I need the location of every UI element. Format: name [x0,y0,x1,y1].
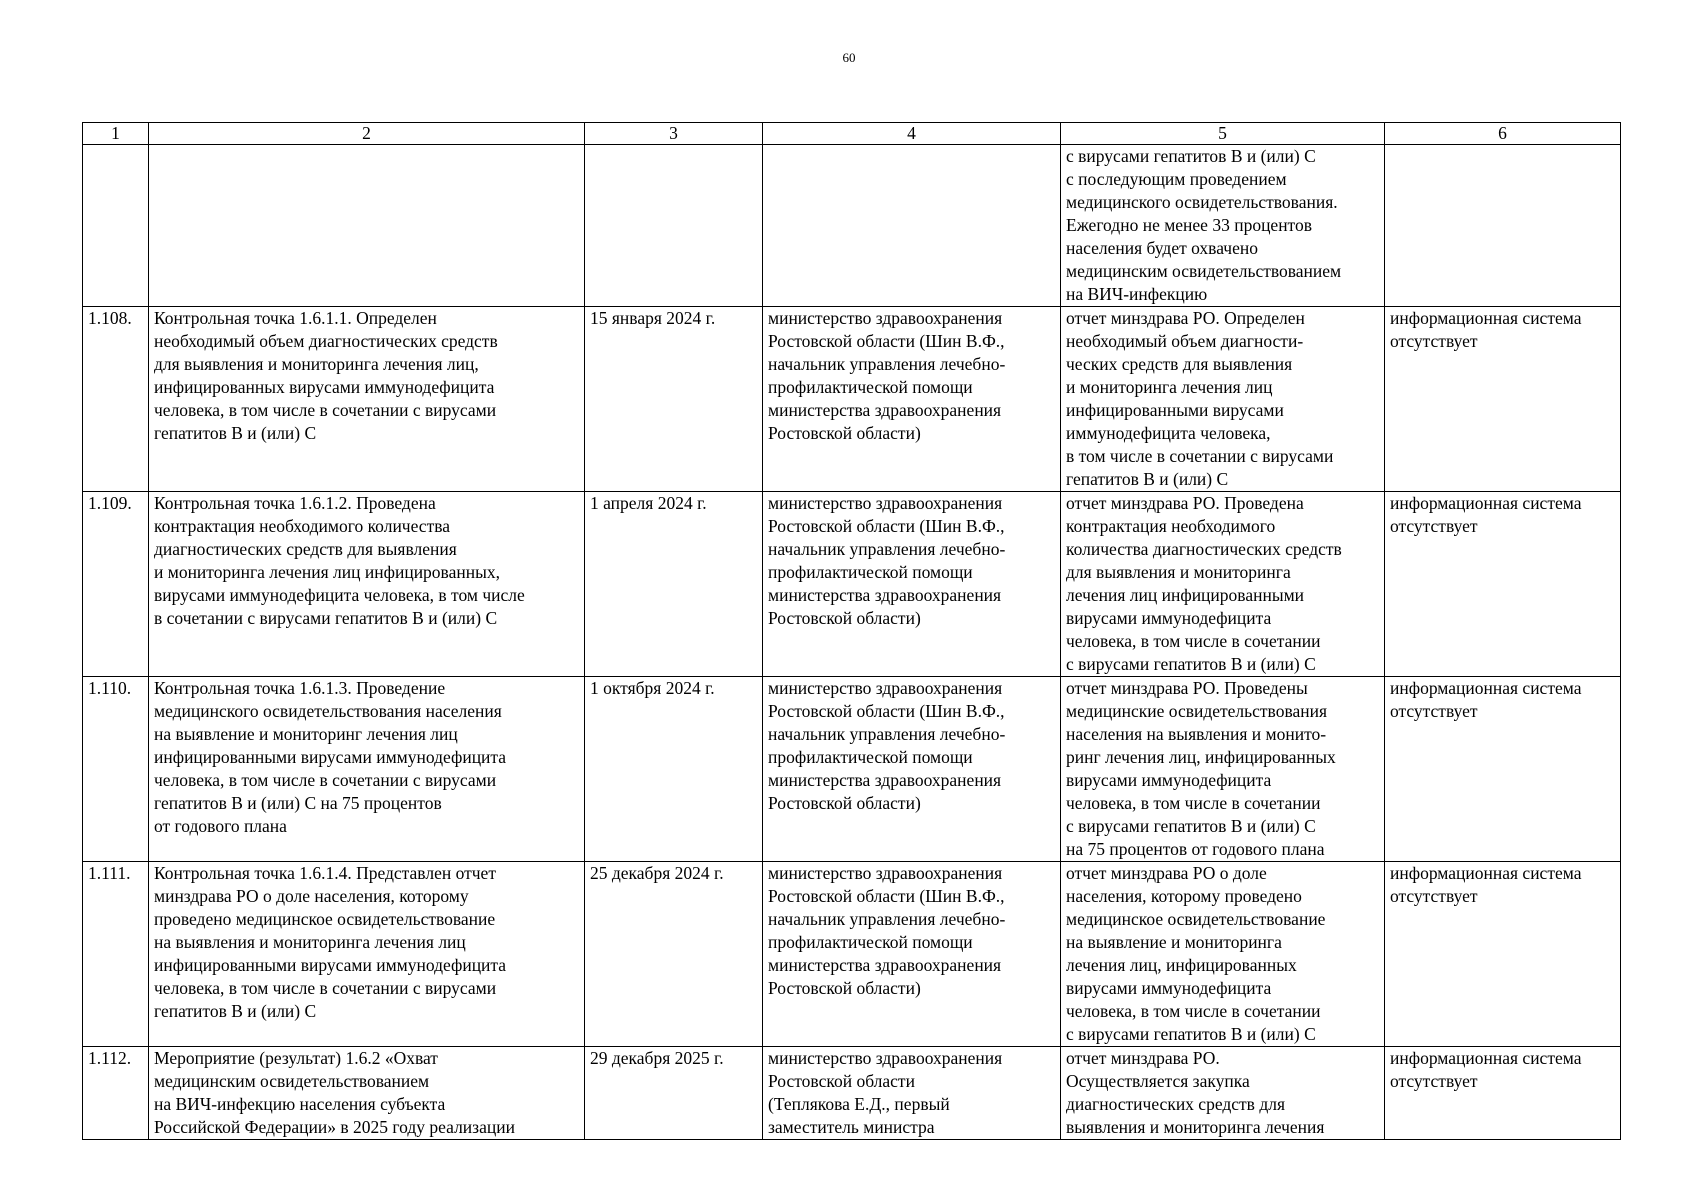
date-cell: 1 апреля 2024 г. [585,492,763,677]
column-header-5: 5 [1061,123,1385,145]
result-cell: отчет минздрава РО о доле населения, которому проведено медицинское освидетельствование на выявление и мониторинга лечения лиц, инфицированных вирусами иммунодефицита человека, в том числе в сочетании с вирусами гепатитов В и (или) С [1061,862,1385,1047]
table-row [83,677,1621,862]
system-cell: информационная система отсутствует [1385,1047,1621,1140]
system-cell: информационная система отсутствует [1385,862,1621,1047]
table-row [83,862,1621,1047]
row-number: 1.110. [83,677,149,862]
row-number: 1.108. [83,307,149,492]
row-number [83,145,149,307]
responsible-cell: министерство здравоохранения Ростовской области (Теплякова Е.Д., первый заместитель министра [763,1047,1061,1140]
result-cell: отчет минздрава РО. Определен необходимый объем диагности- ческих средств для выявления и мониторинга лечения лиц инфицированными вирусами иммунодефицита человека, в том числе в сочетании с вирусами гепатитов В и (или) С [1061,307,1385,492]
date-cell: 29 декабря 2025 г. [585,1047,763,1140]
date-cell: 25 декабря 2024 г. [585,862,763,1047]
header-row [83,123,1621,145]
table-row [83,145,1621,307]
responsible-cell [763,145,1061,307]
date-cell [585,145,763,307]
event-cell: Контрольная точка 1.6.1.2. Проведена контрактация необходимого количества диагностических средств для выявления и мониторинга лечения лиц инфицированных, вирусами иммунодефицита человека, в том числе в сочетании с вирусами гепатитов В и (или) С [149,492,585,677]
column-header-1: 1 [83,123,149,145]
result-cell: отчет минздрава РО. Проведены медицинские освидетельствования населения на выявления и монито- ринг лечения лиц, инфицированных вирусами иммунодефицита человека, в том числе в сочетании с вирусами гепатитов В и (или) С на 75 процентов от годового плана [1061,677,1385,862]
responsible-cell: министерство здравоохранения Ростовской области (Шин В.Ф., начальник управления лечебно- профилактической помощи министерства здравоохранения Ростовской области) [763,862,1061,1047]
system-cell: информационная система отсутствует [1385,677,1621,862]
responsible-cell: министерство здравоохранения Ростовской области (Шин В.Ф., начальник управления лечебно- профилактической помощи министерства здравоохранения Ростовской области) [763,307,1061,492]
row-number: 1.112. [83,1047,149,1140]
column-header-2: 2 [149,123,585,145]
system-cell: информационная система отсутствует [1385,492,1621,677]
event-cell [149,145,585,307]
date-cell: 1 октября 2024 г. [585,677,763,862]
page-number: 60 [842,50,856,65]
plan-table [82,122,1621,1140]
event-cell: Контрольная точка 1.6.1.1. Определен необходимый объем диагностических средств для выявления и мониторинга лечения лиц, инфицированных вирусами иммунодефицита человека, в том числе в сочетании с вирусами гепатитов В и (или) С [149,307,585,492]
row-number: 1.109. [83,492,149,677]
table-row [83,492,1621,677]
responsible-cell: министерство здравоохранения Ростовской области (Шин В.Ф., начальник управления лечебно- профилактической помощи министерства здравоохранения Ростовской области) [763,677,1061,862]
result-cell: с вирусами гепатитов В и (или) С с последующим проведением медицинского освидетельствования. Ежегодно не менее 33 процентов населения будет охвачено медицинским освидетельствованием на ВИЧ-инфекцию [1061,145,1385,307]
result-cell: отчет минздрава РО. Проведена контрактация необходимого количества диагностических средств для выявления и мониторинга лечения лиц инфицированными вирусами иммунодефицита человека, в том числе в сочетании с вирусами гепатитов В и (или) С [1061,492,1385,677]
table-row [83,307,1621,492]
event-cell: Контрольная точка 1.6.1.3. Проведение медицинского освидетельствования населения на выявление и мониторинг лечения лиц инфицированными вирусами иммунодефицита человека, в том числе в сочетании с вирусами гепатитов В и (или) С на 75 процентов от годового плана [149,677,585,862]
event-cell: Мероприятие (результат) 1.6.2 «Охват медицинским освидетельствованием на ВИЧ-инфекцию населения субъекта Российской Федерации» в 2025 году реализации [149,1047,585,1140]
system-cell [1385,145,1621,307]
column-header-4: 4 [763,123,1061,145]
column-header-3: 3 [585,123,763,145]
event-cell: Контрольная точка 1.6.1.4. Представлен отчет минздрава РО о доле населения, которому проведено медицинское освидетельствование на выявления и мониторинга лечения лиц инфицированными вирусами иммунодефицита человека, в том числе в сочетании с вирусами гепатитов В и (или) С [149,862,585,1047]
responsible-cell: министерство здравоохранения Ростовской области (Шин В.Ф., начальник управления лечебно- профилактической помощи министерства здравоохранения Ростовской области) [763,492,1061,677]
system-cell: информационная система отсутствует [1385,307,1621,492]
column-header-6: 6 [1385,123,1621,145]
date-cell: 15 января 2024 г. [585,307,763,492]
table-row [83,1047,1621,1140]
result-cell: отчет минздрава РО. Осуществляется закупка диагностических средств для выявления и мониторинга лечения [1061,1047,1385,1140]
row-number: 1.111. [83,862,149,1047]
